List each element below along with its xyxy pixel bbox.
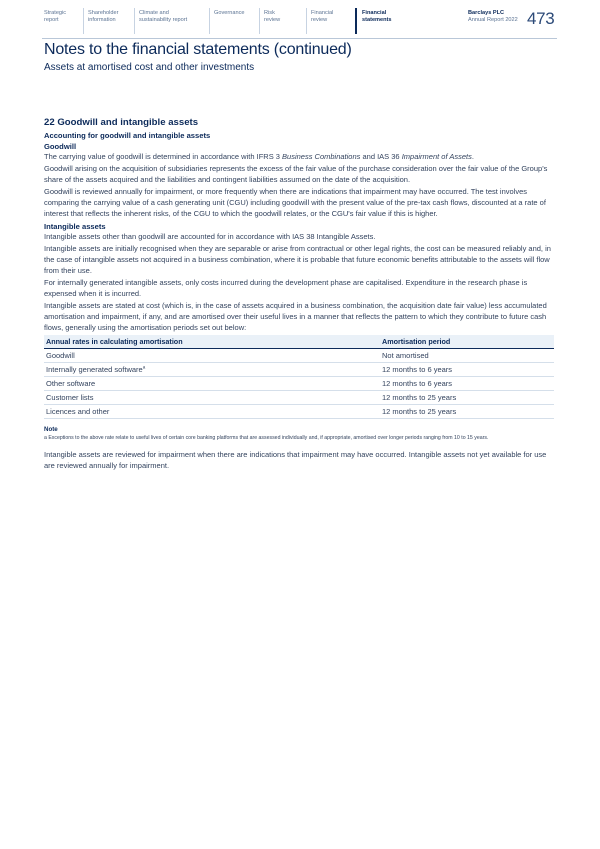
nav-divider bbox=[259, 8, 260, 34]
nav-divider bbox=[83, 8, 84, 34]
intangible-paragraph-2: Intangible assets are initially recognised when they are separable or arise from contractual or other legal rights, the cost can be measured reliably and, in the case of intangible assets not acquired in a business combination, where it is probable that future economic benefits attributable to the assets will flow from their use. bbox=[44, 244, 551, 275]
period-cell: 12 months to 6 years bbox=[380, 377, 554, 391]
nav-item-line1: Risk bbox=[264, 10, 275, 16]
nav-item-line2: sustainability report bbox=[139, 17, 188, 24]
nav-rule bbox=[42, 38, 557, 39]
nav-climate-sustainability-report[interactable] bbox=[139, 10, 187, 25]
nav-active-indicator bbox=[355, 8, 357, 34]
intangible-paragraph-1: Intangible assets other than goodwill are accounted for in accordance with IAS 38 Intangible Assets. bbox=[44, 231, 376, 241]
nav-divider bbox=[209, 8, 210, 34]
nav-item-line2: report bbox=[44, 17, 59, 24]
asset-label: Goodwill bbox=[46, 351, 75, 361]
goodwill-paragraph-1 bbox=[44, 152, 554, 163]
nav-divider bbox=[134, 8, 135, 34]
nav-item-line1: Financial bbox=[362, 10, 387, 16]
nav-item-line2: statements bbox=[362, 17, 392, 24]
text-run: and IAS 36 bbox=[360, 152, 402, 161]
nav-risk-review[interactable] bbox=[264, 10, 280, 25]
nav-strategic-report[interactable] bbox=[44, 10, 66, 25]
asset-label: Customer lists bbox=[46, 393, 94, 403]
intangible-paragraph-4: Intangible assets are stated at cost (which is, in the case of assets acquired in a business combination, the acquisition date fair value) less accumulated amortisation and impairment, if any, and are amortised over their useful lives in a manner that reflects the pattern to which they contribute to future cash flows, generally using the amortisation periods set out below: bbox=[44, 300, 547, 332]
goodwill-paragraph-2: Goodwill arising on the acquisition of subsidiaries represents the excess of the fair value of the purchase consideration over the fair value of the Group's share of the assets acquired and the liabilities and contingent liabilities assumed on the date of the acquisition. bbox=[44, 164, 548, 184]
nav-financial-statements[interactable] bbox=[362, 10, 392, 25]
section-title: 22 Goodwill and intangible assets bbox=[44, 117, 199, 128]
asset-label: Other software bbox=[46, 379, 96, 389]
brand-name: Barclays PLC bbox=[468, 10, 505, 16]
nav-item-line2: review bbox=[264, 17, 281, 24]
brand-block bbox=[468, 10, 518, 25]
text-run: . bbox=[471, 152, 474, 161]
nav-item-line2: information bbox=[88, 17, 116, 24]
page-number: 473 bbox=[527, 9, 555, 28]
standard-name-impairment-of-assets: Impairment of Assets bbox=[401, 152, 472, 161]
table-row bbox=[44, 377, 554, 391]
table-row bbox=[44, 349, 554, 363]
asset-cell bbox=[44, 363, 380, 377]
period-cell: 12 months to 25 years bbox=[380, 405, 554, 419]
nav-item-line1: Financial bbox=[311, 10, 334, 16]
closing-paragraph: Intangible assets are reviewed for impairment when there are indications that impairment may have occurred. Intangible assets not yet available for use are reviewed annually for impairment. bbox=[44, 450, 547, 471]
nav-item-line1: Climate and bbox=[139, 10, 169, 16]
top-navigation bbox=[0, 0, 600, 40]
asset-cell bbox=[44, 377, 380, 391]
footnote-a: a Exceptions to the above rate relate to useful lives of certain core banking platforms that are assessed individually and, if appropriate, amortised over longer periods ranging from 10 to 15 years. bbox=[44, 435, 489, 442]
asset-cell bbox=[44, 405, 380, 419]
table-header-row bbox=[44, 335, 554, 349]
period-cell: 12 months to 25 years bbox=[380, 391, 554, 405]
nav-item-line1: Shareholder bbox=[88, 10, 119, 16]
brand-report-year: Annual Report 2022 bbox=[468, 17, 518, 24]
table-row bbox=[44, 405, 554, 419]
note-label: Note bbox=[44, 426, 58, 434]
intangible-assets-heading: Intangible assets bbox=[44, 221, 106, 231]
nav-shareholder-information[interactable] bbox=[88, 10, 118, 25]
asset-cell bbox=[44, 391, 380, 405]
table-row bbox=[44, 391, 554, 405]
period-cell: Not amortised bbox=[380, 349, 554, 363]
asset-cell bbox=[44, 349, 380, 363]
nav-item-line1: Strategic bbox=[44, 10, 67, 16]
column-header-period: Amortisation period bbox=[380, 335, 554, 349]
goodwill-paragraph-3: Goodwill is reviewed annually for impairment, or more frequently when there are indications that impairment may have occurred. The test involves comparing the carrying value of a cash generating unit (CGU) including goodwill with the present value of the pre-tax cash flows, discounted at a rate of interest that reflects the inherent risks, of the CGU to which the goodwill relates, or the CGU's fair value if this is higher. bbox=[44, 187, 546, 218]
nav-item-line2: review bbox=[311, 17, 328, 24]
amortisation-table bbox=[44, 335, 554, 419]
nav-financial-review[interactable] bbox=[311, 10, 333, 25]
page-title: Notes to the financial statements (continued) bbox=[44, 41, 352, 58]
goodwill-heading: Goodwill bbox=[44, 142, 77, 151]
nav-governance[interactable] bbox=[214, 10, 244, 17]
table-row bbox=[44, 363, 554, 377]
intangible-paragraph-3: For internally generated intangible assets, only costs incurred during the development phase are capitalised. Expenditure in the research phase is expensed when it is incurred. bbox=[44, 277, 528, 298]
page-subtitle: Assets at amortised cost and other investments bbox=[44, 62, 255, 73]
column-header-asset: Annual rates in calculating amortisation bbox=[44, 335, 380, 349]
nav-item-line1: Governance bbox=[214, 10, 245, 16]
asset-label: Internally generated software bbox=[46, 365, 143, 375]
note-content bbox=[44, 116, 554, 473]
footnote-marker: a bbox=[142, 364, 146, 370]
text-run: The carrying value of goodwill is determined in accordance with IFRS 3 bbox=[44, 152, 283, 161]
nav-divider bbox=[306, 8, 307, 34]
period-cell: 12 months to 6 years bbox=[380, 363, 554, 377]
accounting-heading: Accounting for goodwill and intangible assets bbox=[44, 131, 211, 140]
asset-label: Licences and other bbox=[46, 407, 110, 417]
standard-name-business-combinations: Business Combinations bbox=[282, 152, 361, 161]
